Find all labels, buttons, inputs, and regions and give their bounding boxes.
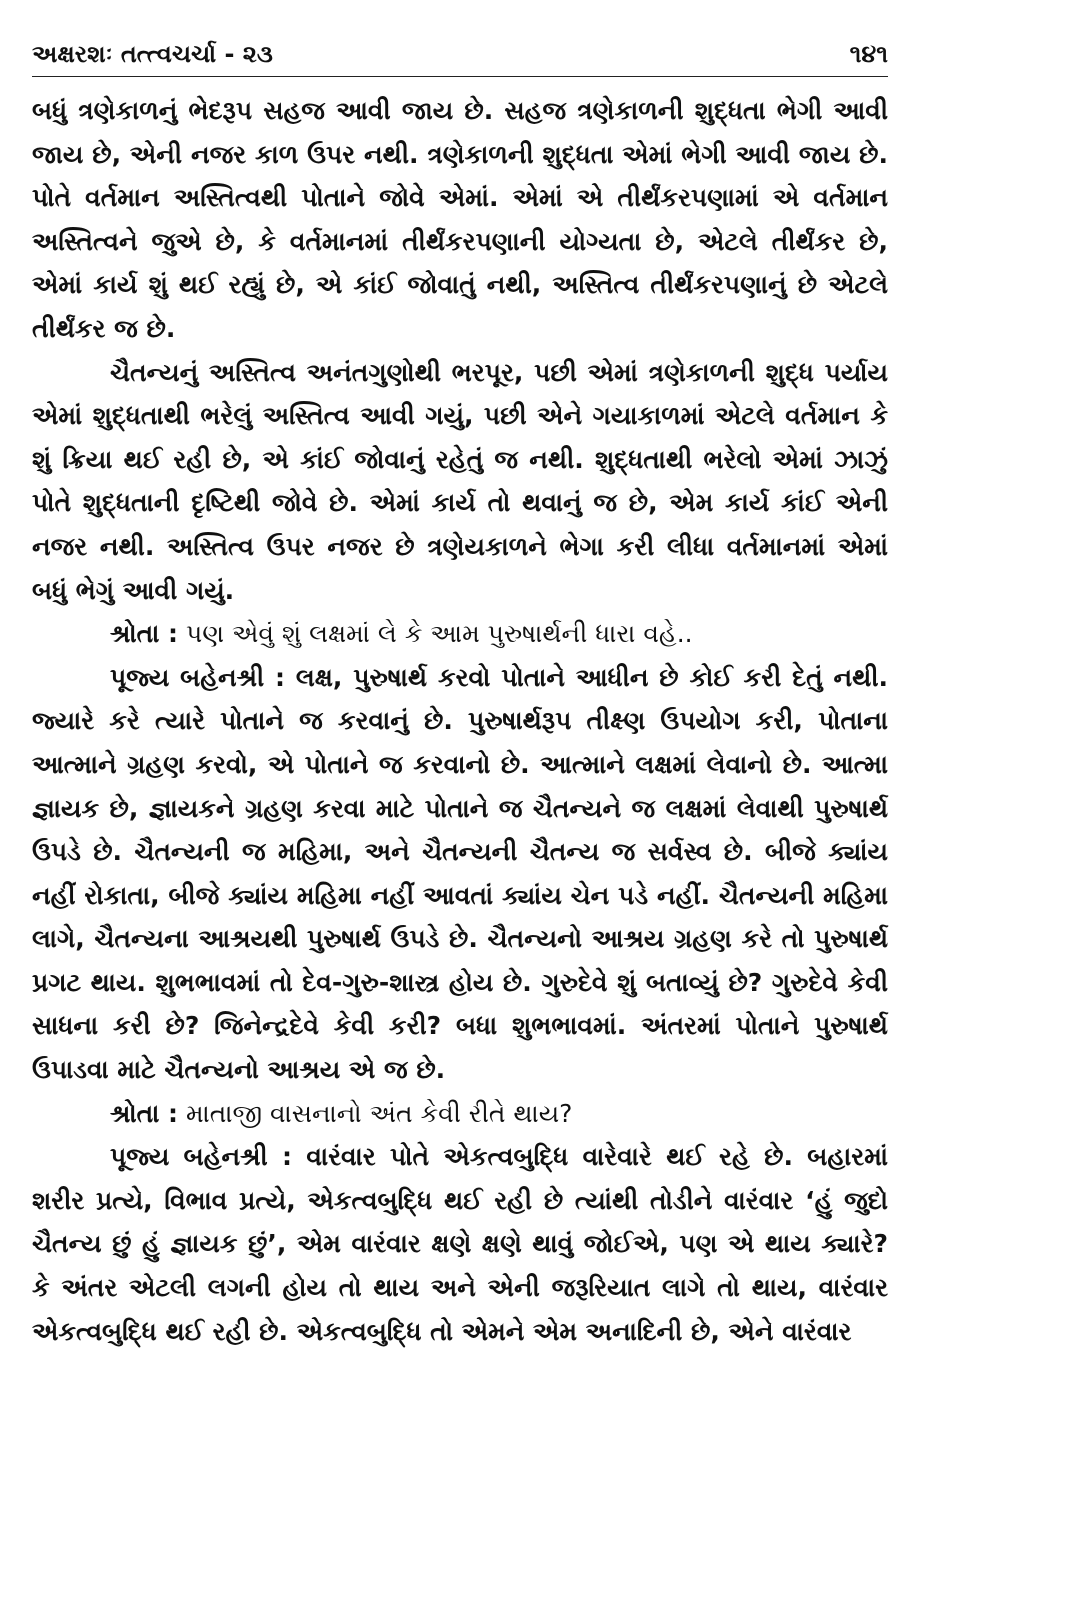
page-body [32,89,888,1353]
running-header [32,40,888,77]
answer-text: લક્ષ, પુરુષાર્થ કરવો પોતાને આધીન છે કોઈ કરી દેતું નથી. જ્યારે કરે ત્યારે પોતાને જ કરવાનું છે. પુરુષાર્થરૂપ તીક્ષ્ણ ઉપયોગ કરી, પોતાના આત્માને ગ્રહણ કરવો, એ પોતાને જ કરવાનો છે. આત્માને લક્ષમાં લેવાનો છે. આત્મા જ્ઞાયક છે, જ્ઞાયકને ગ્રહણ કરવા માટે પોતાને જ ચૈતન્યને જ લક્ષમાં લેવાથી પુરુષાર્થ ઉપડે છે. ચૈતન્યની જ મહિમા, અને ચૈતન્યની ચૈતન્ય જ સર્વસ્વ છે. બીજે ક્યાંય નહીં રોકાતા, બીજે ક્યાંય મહિમા નહીં આવતાં ક્યાંય ચેન પડે નહીં. ચૈતન્યની મહિમા લાગે, ચૈતન્યના આશ્રયથી પુરુષાર્થ ઉપડે છે. ચૈતન્યનો આશ્રય ગ્રહણ કરે તો પુરુષાર્થ પ્રગટ થાય. શુભભાવમાં તો દેવ-ગુરુ-શાસ્ત્ર હોય છે. ગુરુદેવે શું બતાવ્યું છે? ગુરુદેવે કેવી સાધના કરી છે? જિનેન્દ્રદેવે કેવી કરી? બધા શુભભાવમાં. અંતરમાં પોતાને પુરુષાર્થ ઉપાડવા માટે ચૈતન્યનો આશ્રય એ જ છે. [32,662,888,1085]
page-number: ૧૪૧ [849,40,888,68]
question-text: માતાજી વાસનાનો અંત કેવી રીતે થાય? [178,1098,573,1128]
answer-text: વારંવાર પોતે એકત્વબુદ્ધિ વારેવારે થઈ રહે છે. બહારમાં શરીર પ્રત્યે, વિભાવ પ્રત્યે, એકત્વબુદ્ધિ થઈ રહી છે ત્યાંથી તોડીને વારંવાર ‘હું જુદો ચૈતન્ય છું હું જ્ઞાયક છું’, એમ વારંવાર ક્ષણે ક્ષણે થાવું જોઈએ, પણ એ થાય ક્યારે? કે અંતર એટલી લગની હોય તો થાય અને એની જરૂરિયાત લાગે તો થાય, વારંવાર એકત્વબુદ્ધિ થઈ રહી છે. એકત્વબુદ્ધિ તો એમને એમ અનાદિની છે, એને વારંવાર [32,1142,888,1346]
header-title: અક્ષરશઃ તત્ત્વચર્ચા - ૨૩ [32,40,273,68]
paragraph-text: ચૈતન્યનું અસ્તિત્વ અનંતગુણોથી ભરપૂર, પછી એમાં ત્રણેકાળની શુદ્ધ પર્યાય એમાં શુદ્ધતાથી ભરેલું અસ્તિત્વ આવી ગયું, પછી એને ગયાકાળમાં એટલે વર્તમાન કે શું ક્રિયા થઈ રહી છે, એ કાંઈ જોવાનું રહેતું જ નથી. શુદ્ધતાથી ભરેલો એમાં ઝાઝું પોતે શુદ્ધતાની દૃષ્ટિથી જોવે છે. એમાં કાર્ય તો થવાનું જ છે, એમ કાર્ય કાંઈ એની નજર નથી. અસ્તિત્વ ઉપર નજર છે ત્રણેયકાળને ભેગા કરી લીધા વર્તમાનમાં એમાં બધું ભેગું આવી ગયું. [32,357,888,605]
question-text: પણ એવું શું લક્ષમાં લે કે આમ પુરુષાર્થની ધારા વહે.. [178,619,693,649]
paragraph-text: બધું ત્રણેકાળનું ભેદરૂપ સહજ આવી જાય છે. સહજ ત્રણેકાળની શુદ્ધતા ભેગી આવી જાય છે, એની નજર કાળ ઉપર નથી. ત્રણેકાળની શુદ્ધતા એમાં ભેગી આવી જાય છે. પોતે વર્તમાન અસ્તિત્વથી પોતાને જોવે એમાં. એમાં એ તીર્થંકરપણામાં એ વર્તમાન અસ્તિત્વને જુએ છે, કે વર્તમાનમાં તીર્થંકરપણાની યોગ્યતા છે, એટલે તીર્થંકર છે, એમાં કાર્ય શું થઈ રહ્યું છે, એ કાંઈ જોવાતું નથી, અસ્તિત્વ તીર્થંકરપણાનું છે એટલે તીર્થંકર જ છે. [32,96,888,343]
speaker-label: શ્રોતા : [110,619,179,649]
question-1 [32,612,888,656]
speaker-label: પૂજ્ય બહેનશ્રી : [110,662,286,692]
paragraph-2 [32,351,888,613]
answer-1 [32,656,888,1092]
speaker-label: શ્રોતા : [110,1098,179,1128]
book-page [32,40,888,1353]
paragraph-1 [32,89,888,351]
question-2 [32,1092,888,1136]
answer-2 [32,1135,888,1353]
speaker-label: પૂજ્ય બહેનશ્રી : [110,1142,293,1172]
